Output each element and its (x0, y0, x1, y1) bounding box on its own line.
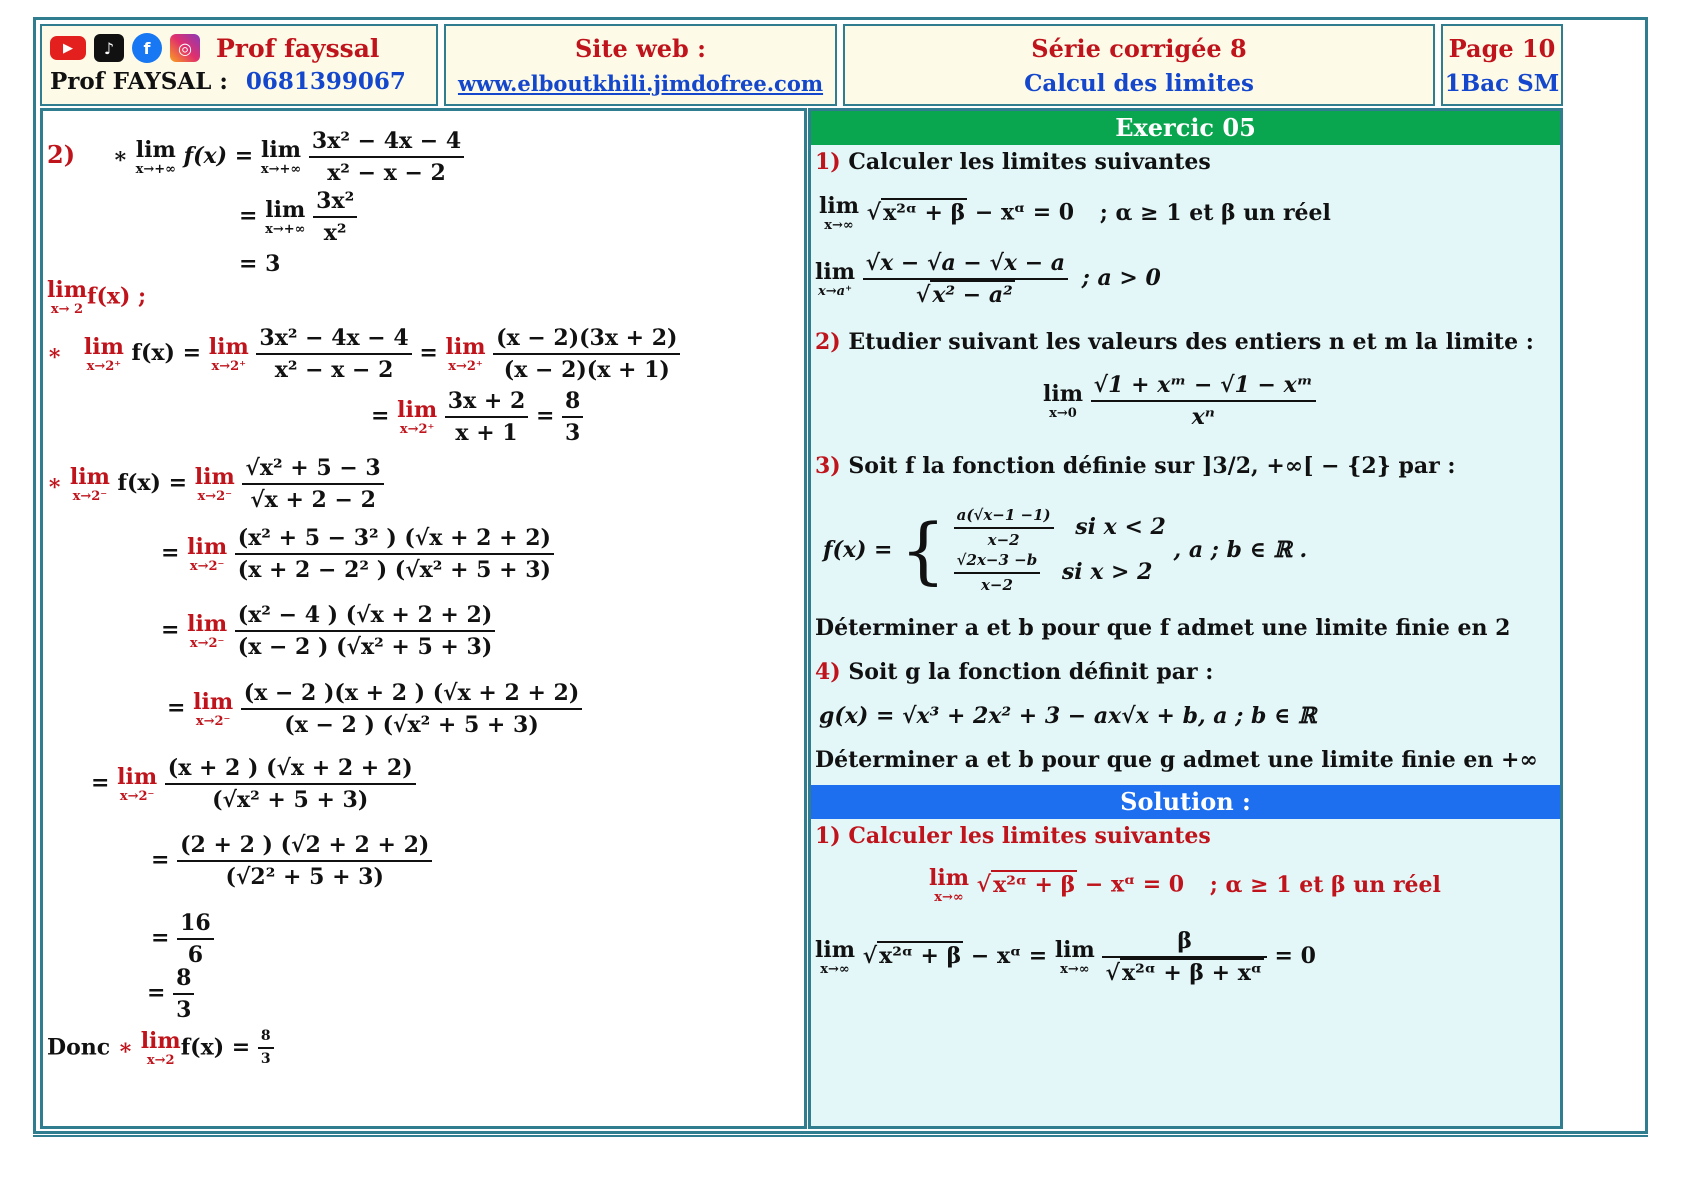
lim-2minus-line7: = $\frac{16}{6}$ (151, 911, 214, 967)
q4-expression: g(x) = √x³ + 2x² + 3 − ax√x + b, a ; b ∈ ℝ (819, 703, 1317, 729)
phone-number: 0681399067 (245, 68, 406, 95)
series-title: Série corrigée 8 (1031, 34, 1247, 63)
header-author-box (40, 24, 438, 106)
q4-heading: 4) Soit g la fonction définit par : (815, 659, 1214, 685)
left-column (40, 108, 807, 1129)
lim-operator: lim x→+∞ (265, 196, 306, 237)
fx-label: f(x) (183, 143, 228, 170)
instagram-icon[interactable]: ◎ (170, 34, 200, 62)
q3-piecewise: f(x) = { $\frac{a(√x-1 -1)}{x-2}$ si x < 2 $\frac{√2x-3 -b}{x-2}$ si x > 2 , a ; b ∈ ℝ . (823, 506, 1308, 594)
header-page-box (1441, 24, 1563, 106)
lim-2minus-line8: = $\frac{8}{3}$ (147, 966, 194, 1022)
right-column (808, 108, 1563, 1129)
lim-2plus-line1: ∗ lim x→2⁺ f(x) = lim x→2⁺ $\frac{\text{3x² − 4x − 4}}{\text{x² − x − 2}}$ = lim x→2⁺ $\frac{(x - 2)(3x + 2)}{(x - 2)(x + 1)}$ (47, 326, 680, 382)
page-frame (33, 17, 1648, 1134)
solution-q1-heading: 1) Calculer les limites suivantes (815, 823, 1211, 849)
value: 3 (265, 251, 281, 277)
site-label: Site web : (574, 34, 707, 63)
q3-task: Déterminer a et b pour que f admet une limite finie en 2 (815, 615, 1511, 641)
lim-pinf-result (239, 251, 280, 277)
solution-q1-recall: lim x→∞ √x²ᵅ + β − xᵅ = 0 ; α ≥ 1 et β un réel (929, 865, 1441, 905)
youtube-icon[interactable]: ▶ (50, 36, 86, 60)
social-icons-row (50, 32, 379, 64)
lim-pinf-line2 (239, 189, 357, 245)
q1a-expression: lim x→∞ √x²ᵅ + β − xᵅ = 0 ; α ≥ 1 et β un réel (819, 193, 1331, 233)
lim-2minus-line6: = $\frac{(2 + 2 ) (√2 + 2 + 2)}{\text{(√2² + 5 + 3)}}$ (151, 833, 432, 889)
prof-name: Prof fayssal (216, 33, 380, 63)
solution-q1-computation: lim x→∞ √x²ᵅ + β − xᵅ = lim x→∞ $\frac{\beta}{\text{√x²ᵅ + β + xᵅ}}$ = 0 (815, 928, 1316, 987)
solution-title-bar: Solution : (811, 785, 1560, 819)
prof-label: Prof FAYSAL : (50, 68, 228, 95)
equals: = (239, 251, 258, 277)
lim-operator: lim x→+∞ (135, 136, 176, 177)
lim-pinf-line1 (47, 129, 464, 185)
lim-2minus-line1: ∗ lim x→2⁻ f(x) = lim x→2⁻ $\frac{\text{√x² + 5 − 3}}{√x + 2 - 2}$ (47, 456, 384, 512)
q4-task: Déterminer a et b pour que g admet une limite finie en +∞ (815, 747, 1538, 773)
lim-2minus-line2: = lim x→2⁻ $\frac{\text{(x² + 5 − 3² ) (√x + 2 + 2)}}{\text{(x + 2 − 2² ) (√x² + 5 + 3)}}$ (161, 526, 554, 582)
q2-heading: 2) Etudier suivant les valeurs des entiers n et m la limite : (815, 329, 1534, 355)
fraction: $\frac{\text{3x²}}{\text{x²}}$ (313, 189, 357, 245)
lim-2plus-line2: = lim x→2⁺ $\frac{3x + 2}{x + 1}$ = $\frac{8}{3}$ (371, 389, 583, 445)
tiktok-icon[interactable]: ♪ (94, 34, 124, 62)
q2-expression: lim x→0 $\frac{\text{√1 + xᵐ − √1 − xᵐ}}{\text{xⁿ}}$ (1043, 373, 1316, 429)
q3-heading: 3) Soit f la fonction définie sur ]3/2, +∞[ − {2} par : (815, 453, 1456, 479)
conclusion-line: Donc ∗ lim x→2 f(x) = $\frac{8}{3}$ (47, 1029, 274, 1068)
site-url-link[interactable]: www.elboutkhili.jimdofree.com (457, 71, 824, 96)
lim-2minus-line4: = lim x→2⁻ $\frac{(x - 2 )(x + 2 ) (√x + 2 + 2)}{\text{(x − 2 ) (√x² + 5 + 3)}}$ (167, 681, 582, 737)
prof-contact (50, 68, 406, 95)
page-bottom-rule (33, 1135, 1648, 1137)
header-site-box (444, 24, 837, 106)
lim-2minus-line3: = lim x→2⁻ $\frac{\text{(x² − 4 ) (√x + 2 + 2)}}{\text{(x − 2 ) (√x² + 5 + 3)}}$ (161, 603, 495, 659)
q1b-expression: lim x→a⁺ $\frac{√x - √a - √x - a}{\text{√x² − a²}}$ ; a > 0 (815, 250, 1161, 309)
q1-heading: 1) Calculer les limites suivantes (815, 149, 1211, 175)
page-label: Page 10 (1448, 34, 1556, 63)
fraction: $\frac{\text{3x² − 4x − 4}}{\text{x² − x − 2}}$ (309, 129, 464, 185)
exercise-title-bar: Exercic 05 (811, 111, 1560, 145)
series-subtitle: Calcul des limites (1024, 70, 1254, 97)
header-series-box (843, 24, 1435, 106)
facebook-icon[interactable]: f (132, 33, 162, 63)
equals: = (234, 143, 254, 170)
lim-operator: lim x→+∞ (260, 136, 302, 177)
lim-at-2-heading: lim x→ 2 f(x) ; (47, 277, 147, 317)
equals: = (239, 203, 258, 230)
level-label: 1Bac SM (1444, 70, 1560, 97)
star-symbol: ∗ (112, 143, 128, 170)
lim-2minus-line5: = lim x→2⁻ $\frac{(x + 2 ) (√x + 2 + 2)}{\text{(√x² + 5 + 3)}}$ (91, 756, 416, 812)
item-number: 2) (47, 140, 76, 170)
